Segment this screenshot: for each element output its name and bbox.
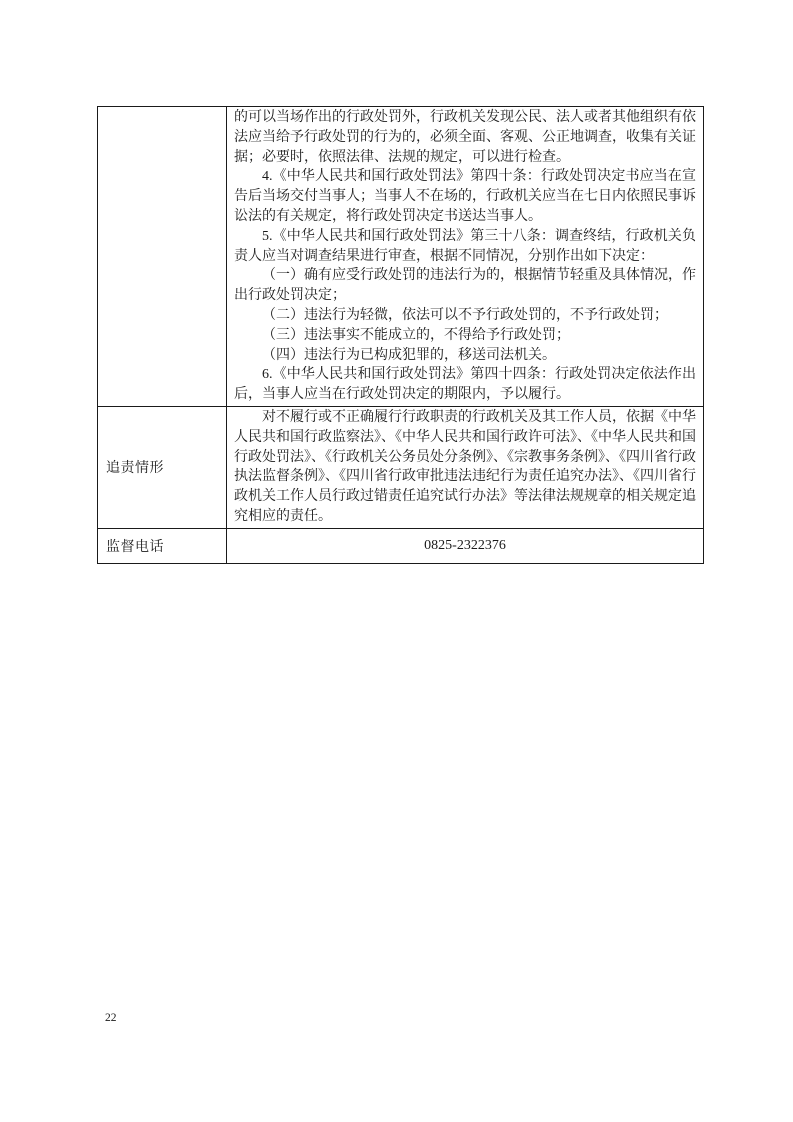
paragraph-subitem-3: （三）违法事实不能成立的，不得给予行政处罚； (262, 327, 570, 343)
paragraph-subitem-4: （四）违法行为已构成犯罪的，移送司法机关。 (262, 347, 556, 363)
accountability-row-label: 追责情形 (98, 406, 227, 528)
table-row-accountability (98, 406, 704, 528)
accountability-paragraph: 对不履行或不正确履行行政职责的行政机关及其工作人员，依据《中华人民共和国行政监察法》、《中华人民共和国行政许可法》、《中华人民共和国行政处罚法》、《行政机关公务员处分条例》、《宗教事务条例》、《四川省行政执法监督条例》、《四川省行政审批违法违纪行为责任追究办法》、《四川省行政机关工作人员行政过错责任追究试行办法》等法律法规规章的相关规定追究相应的责任。 (234, 409, 696, 524)
enforcement-procedure-table (97, 106, 704, 564)
supervision-phone-value: 0825-2322376 (227, 528, 704, 563)
legal-basis-content-cell (227, 107, 704, 407)
supervision-phone-row-label: 监督电话 (98, 528, 227, 563)
paragraph-item-6: 6.《中华人民共和国行政处罚法》第四十四条：行政处罚决定依法作出后，当事人应当在行政处罚决定的期限内，予以履行。 (234, 367, 696, 403)
accountability-content-cell (227, 406, 704, 528)
paragraph-subitem-2: （二）违法行为轻微，依法可以不予行政处罚的，不予行政处罚； (262, 307, 668, 323)
table-row-supervision-phone (98, 528, 704, 563)
table-row-legal-basis-continued (98, 107, 704, 407)
paragraph-item-4: 4.《中华人民共和国行政处罚法》第四十条：行政处罚决定书应当在宣告后当场交付当事人；当事人不在场的，行政机关应当在七日内依照民事诉讼法的有关规定，将行政处罚决定书送达当事人。 (234, 169, 696, 224)
paragraph-item-5: 5.《中华人民共和国行政处罚法》第三十八条：调查终结，行政机关负责人应当对调查结果进行审查，根据不同情况，分别作出如下决定： (234, 228, 696, 264)
paragraph-continuation: 的可以当场作出的行政处罚外，行政机关发现公民、法人或者其他组织有依法应当给予行政处罚的行为的，必须全面、客观、公正地调查，收集有关证据；必要时，依照法律、法规的规定，可以进行检查。 (234, 110, 696, 165)
paragraph-subitem-1: （一）确有应受行政处罚的违法行为的，根据情节轻重及具体情况，作出行政处罚决定； (234, 268, 696, 304)
row-label-cell-empty (98, 107, 227, 407)
page-number: 22 (105, 1012, 117, 1024)
